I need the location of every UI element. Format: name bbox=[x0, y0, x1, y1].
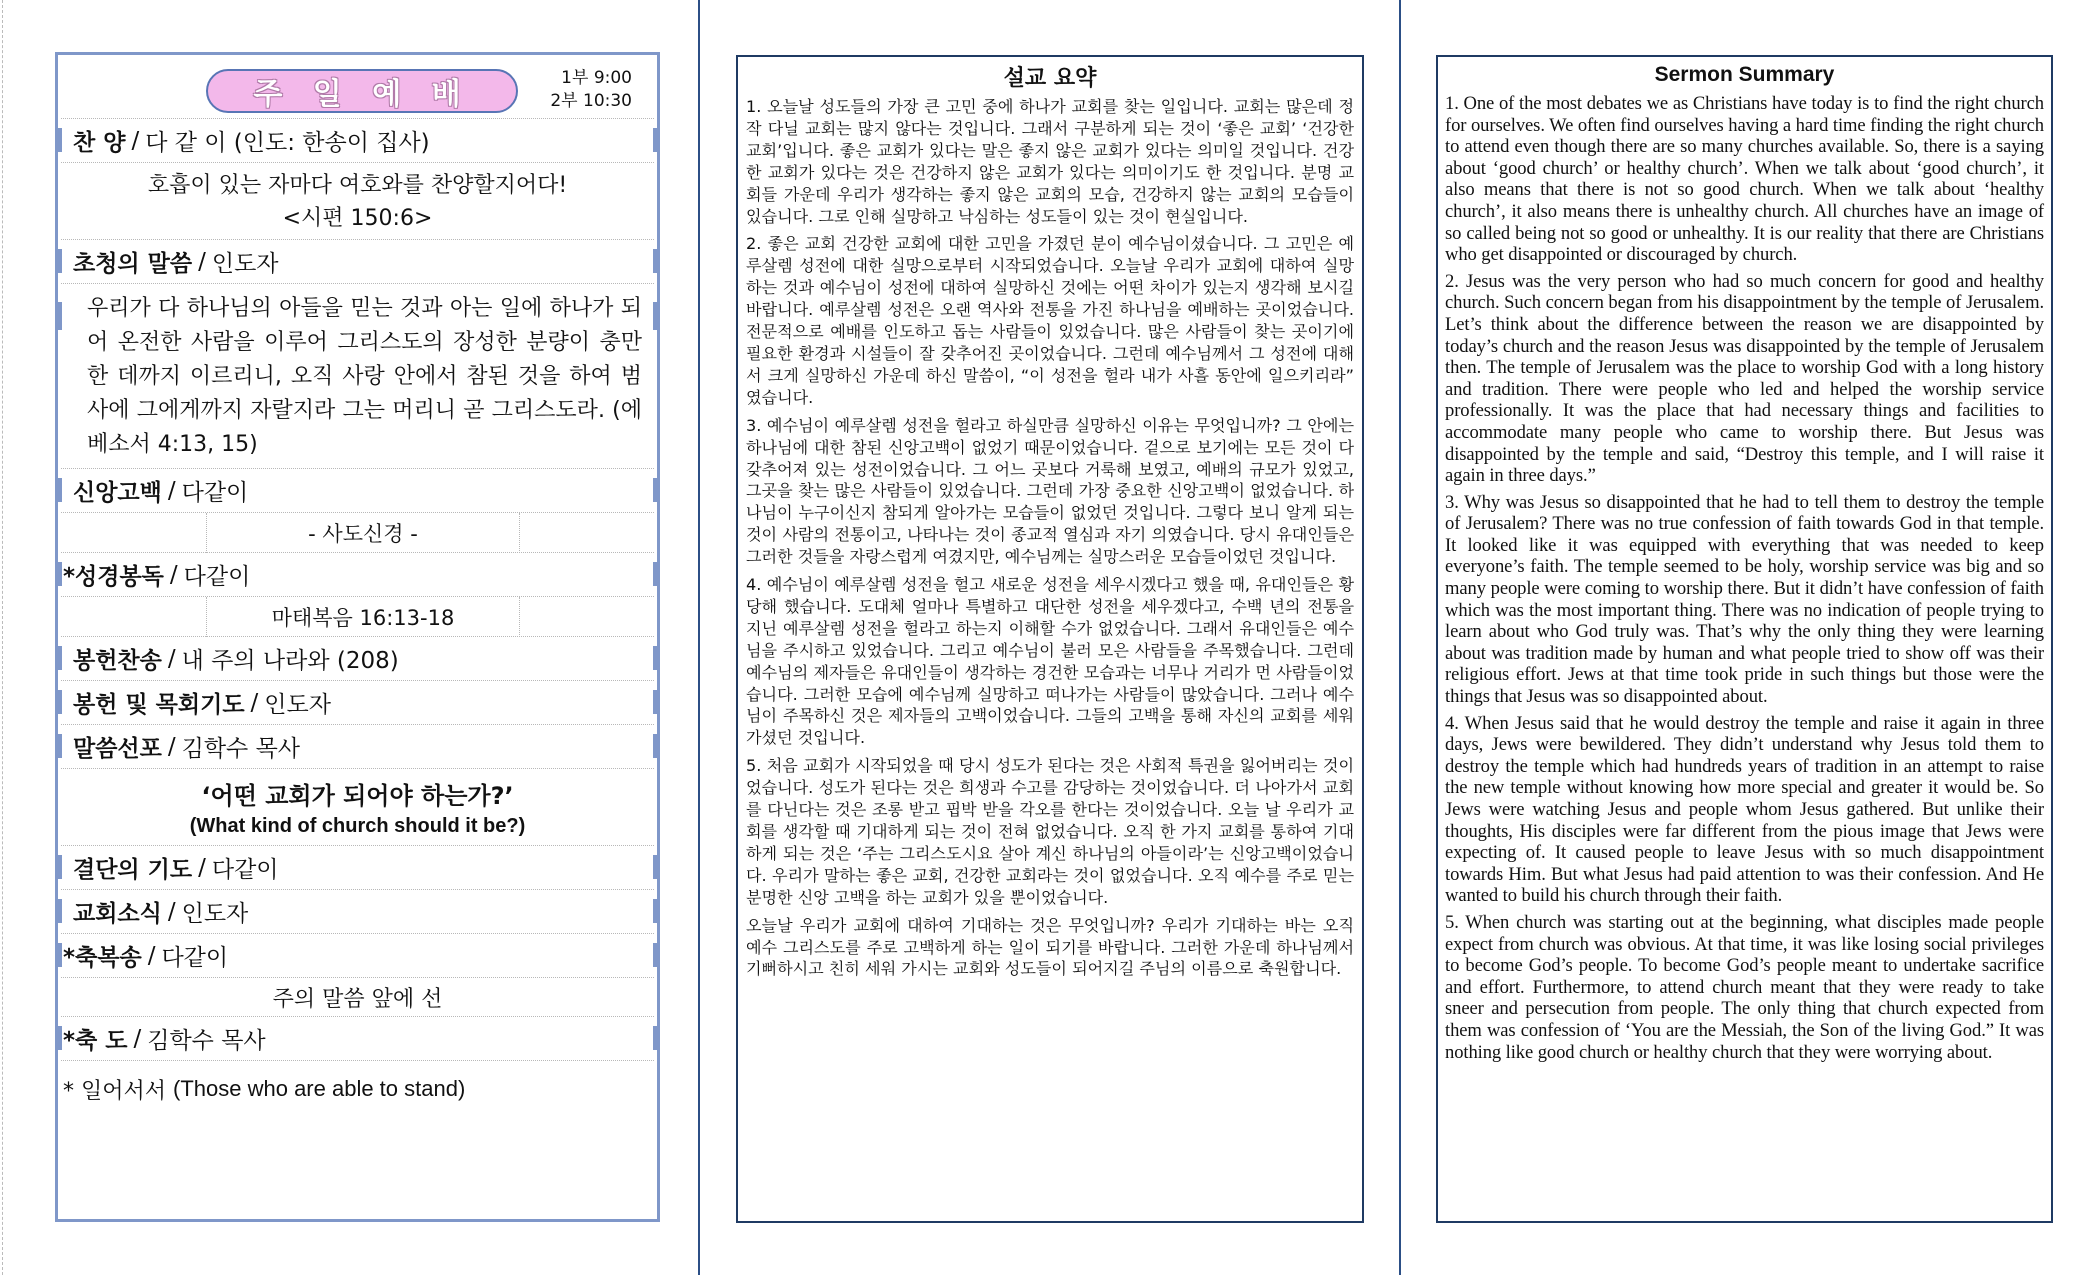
call-verse-ref: <시편 150:6> bbox=[282, 206, 433, 231]
response-prayer-row bbox=[61, 846, 654, 890]
benediction-sep: / bbox=[133, 1025, 142, 1052]
response-prayer-value: 다같이 bbox=[211, 857, 279, 883]
call-verse-text: 호흡이 있는 자마다 여호와를 찬양할지어다! bbox=[147, 173, 568, 198]
sermon-row bbox=[61, 725, 654, 769]
scripture-label: *성경봉독 bbox=[63, 564, 164, 590]
benediction-value: 김학수 목사 bbox=[147, 1028, 266, 1054]
invitation-label: 초청의 말씀 bbox=[73, 251, 193, 277]
stand-note bbox=[61, 1061, 654, 1117]
praise-value: 다 같 이 (인도: 한송이 집사) bbox=[145, 130, 430, 156]
offering-prayer-sep: / bbox=[250, 689, 259, 716]
summary-korean-paragraph: 5. 처음 교회가 시작되었을 때 당시 성도가 된다는 것은 사회적 특권을 잃어버리는 것이었습니다. 성도가 된다는 것은 희생과 수고를 감당하는 것이었습니다. 더 나아가서 교회를 다닌다는 것은 조롱 받고 핍박 받을 각오를 한다는 것이었습니다. 오늘 날 우리가 교회를 생각할 때 기대하게 되는 것이 전혀 없었습니다. 오직 한 가지 교회를 통하여 기대하게 되는 것은 ‘주는 그리스도시요 살아 계신 하나님의 아들이라’는 신앙고백이었습니다. 우리가 말하는 좋은 교회, 건강한 교회라는 것이 없었습니다. 오직 예수를 주로 믿는 분명한 신앙 고백을 하는 교회가 있을 뿐이었습니다. bbox=[746, 756, 1354, 907]
summary-korean-paragraph: 4. 예수님이 예루살렘 성전을 헐고 새로운 성전을 세우시겠다고 했을 때, 유대인들은 황당해 했습니다. 도대체 얼마나 특별하고 대단한 성전을 세우겠다고, 수백 년의 전통을 지닌 예루살렘 성전을 헐라고 하는지 이해할 수가 없었습니다. 그래서 유대인들은 예수님을 주시하고 있었습니다. 그리고 예수님이 불러 모은 사람들을 주목했습니다. 그런데 예수님의 제자들은 유대인들이 생각하는 경건한 모습과는 너무나 거리가 먼 사람들이었습니다. 그러한 모습에 예수님께 실망하고 떠나가는 사람들이 많았습니다. 그러나 예수님이 주목하신 것은 제자들의 고백이었습니다. 그들의 고백을 통해 자신의 교회를 세워가셨던 것입니다. bbox=[746, 575, 1354, 748]
offering-hymn-row bbox=[61, 637, 654, 681]
creed-row bbox=[61, 469, 654, 513]
summary-korean-paragraph: 2. 좋은 교회 건강한 교회에 대한 고민을 가졌던 분이 예수님이셨습니다. 그 고민은 예루살렘 성전에 대한 실망으로부터 시작되었습니다. 오늘날 우리가 교회에 대하여 실망하는 것과 예수님이 성전에 대하여 실망하신 것에는 어떤 차이가 있는지 생각해 보시길 바랍니다. 예루살렘 성전은 오랜 역사와 전통을 가진 하나님을 예배하는 곳이었습니다. 전문적으로 예배를 인도하고 돕는 사람들이 있었습니다. 많은 사람들이 찾는 곳이기에 필요한 환경과 시설들이 잘 갖추어진 곳이었습니다. 그런데 예수님께서 그 성전에 대해서 크게 실망하신 가운데 하신 말씀이, “이 성전을 헐라 내가 사흘 동안에 일으키리라” 였습니다. bbox=[746, 234, 1354, 407]
doxology-sep: / bbox=[147, 942, 156, 969]
summary-english-paragraph: 3. Why was Jesus so disappointed that he had to tell them to destroy the temple of Jerusalem? There was no true confession of faith towards God in that temple. It looked like it was equipped with everything that was needed to keep everyone’s faith. The temple seemed to be holy, worship service was big and so many people were coming to worship there. But it didn’t have confession of faith which was the most important thing. There was no indication of people trying to learn about who God truly was. That’s why the only thing they were learning about was tradition made by human and what people tried to show off was their religious effort. Jews at that time took pride in such things but those were the things that Jesus was so disappointed about. bbox=[1445, 491, 2044, 708]
scripture-value: 다같이 bbox=[183, 564, 251, 590]
summary-korean-paragraph: 1. 오늘날 성도들의 가장 큰 고민 중에 하나가 교회를 찾는 일입니다. 교회는 많은데 정작 다닐 교회는 많지 않다는 것입니다. 그래서 구분하게 되는 것이 ‘좋은 교회’ ‘건강한 교회’입니다. 좋은 교회가 있다는 말은 좋지 않은 교회가 있다는 의미일 것입니다. 건강한 교회가 있다는 것은 건강하지 않은 교회가 있다는 의미이기도 한 것입니다. 분명 교회들 가운데 우리가 생각하는 좋지 않은 교회의 모습, 건강하지 않는 교회의 모습들이 있습니다. 그로 인해 실망하고 낙심하는 성도들이 있는 것이 현실입니다. bbox=[746, 97, 1354, 226]
offering-hymn-value: 내 주의 나라와 (208) bbox=[181, 648, 399, 674]
sermon-title bbox=[61, 769, 654, 846]
sermon-value: 김학수 목사 bbox=[181, 736, 301, 762]
announcements-sep: / bbox=[167, 898, 176, 925]
scripture-ref: 마태복음 16:13-18 bbox=[206, 597, 520, 637]
praise-row bbox=[61, 119, 654, 163]
summary-korean-paragraph: 오늘날 우리가 교회에 대하여 기대하는 것은 무엇입니까? 우리가 기대하는 바는 오직 예수 그리스도를 주로 고백하게 하는 일이 되기를 바랍니다. 그러한 가운데 하나님께서 기뻐하시고 친히 세워 가시는 교회와 성도들이 되어지길 주님의 이름으로 축원합니다. bbox=[746, 915, 1354, 979]
response-prayer-sep: / bbox=[198, 854, 206, 881]
creed-name-row bbox=[61, 513, 654, 553]
worship-header bbox=[61, 59, 654, 119]
stand-note-korean: * 일어서서 bbox=[63, 1078, 167, 1104]
announcements-value: 인도자 bbox=[181, 901, 249, 927]
order-of-worship-panel bbox=[55, 52, 660, 1222]
creed-label: 신앙고백 bbox=[73, 480, 162, 506]
doxology-row bbox=[61, 934, 654, 978]
service-time-1: 1부 9:00 bbox=[561, 68, 632, 88]
sermon-label: 말씀선포 bbox=[73, 736, 162, 762]
sermon-sep: / bbox=[167, 733, 176, 760]
summary-korean-title: 설교 요약 bbox=[1003, 66, 1097, 91]
doxology-label: *축복송 bbox=[63, 945, 142, 971]
call-to-worship-verse bbox=[61, 163, 654, 240]
offering-prayer-row bbox=[61, 681, 654, 725]
creed-sep: / bbox=[167, 477, 176, 504]
praise-label: 찬 양 bbox=[73, 130, 126, 156]
service-time-2: 2부 10:30 bbox=[550, 91, 632, 111]
summary-english-paragraph: 2. Jesus was the very person who had so much concern for good and healthy church. Such concern began from his disappointment by the temple of Jerusalem. Let’s think about the difference between the reason we are disappointed by today’s church and the reason Jesus was disappointed by the temple of Jerusalem then. The temple of Jerusalem was the place to worship God with a long history and tradition. There were people who led and helped the worship service professionally. It was the place that had necessary things and facilities to accommodate many people who came to worship there. But Jesus was disappointed by the temple and said, “Destroy this temple, and I will raise it again in three days.” bbox=[1445, 270, 2044, 487]
sermon-summary-korean bbox=[736, 55, 1364, 1223]
summary-english-title: Sermon Summary bbox=[1654, 63, 1835, 86]
summary-english-paragraph: 4. When Jesus said that he would destroy the temple and raise it again in three days, Jews were bewildered. They didn’t understand why Jesus told them to destroy the temple which had hundreds years of tradition in an attempt to raise the new temple without knowing how more special and greater it would be. So Jews were watching Jesus and people whom Jesus gathered. But unlike their thoughts, His disciples were far different from the pious image that Jews were expecting of. It caused people to leave Jesus with so much disappointment towards Him. But what Jesus had paid attention to was their confession. And He wanted to build his church through their faith. bbox=[1445, 712, 2044, 907]
creed-name: - 사도신경 - bbox=[206, 513, 520, 553]
offering-hymn-sep: / bbox=[167, 645, 176, 672]
invitation-row bbox=[61, 240, 654, 284]
sermon-title-english: (What kind of church should it be?) bbox=[189, 815, 526, 837]
announcements-row bbox=[61, 890, 654, 934]
scripture-ref-row bbox=[61, 597, 654, 637]
before-word-line: 주의 말씀 앞에 선 bbox=[61, 978, 654, 1017]
summary-korean-paragraph: 3. 예수님이 예루살렘 성전을 헐라고 하실만큼 실망하신 이유는 무엇입니까? 그 안에는 하나님에 대한 참된 신앙고백이 없었기 때문이었습니다. 겉으로 보기에는 모든 것이 다 갖추어져 있는 성전이었습니다. 그 어느 곳보다 거룩해 보였고, 예배의 규모가 있었고, 그곳을 찾는 많은 사람들이 있었습니다. 그런데 가장 중요한 신앙고백이 없었습니다. 하나님이 누구이신지 참되게 알아가는 모습들이 없었던 것입니다. 그렇다 보니 알게 되는 것이 사람의 전통이고, 나타나는 것이 종교적 열심과 자기 의였습니다. 당시 유대인들은 그러한 것들을 자랑스럽게 여겼지만, 예수님께는 실망스러운 모습들이었던 것입니다. bbox=[746, 415, 1354, 567]
response-prayer-label: 결단의 기도 bbox=[73, 857, 193, 883]
summary-english-paragraph: 1. One of the most debates we as Christians have today is to find the right church for ourselves. We often find ourselves having a hard time finding the right church to attend even though there are so many churches available. So, there is a saying about ‘good church’ or healthy church’. When we talk about ‘good church’, it also means that there is not so good church. When we talk about ‘healthy church’, it also means there is unhealthy church. All churches have an image of so called being not so good or unhealthy. It is our reality that there are Christians who get disappointed or discouraged by church. bbox=[1445, 93, 2044, 266]
scripture-sep: / bbox=[169, 561, 178, 588]
doxology-value: 다같이 bbox=[161, 945, 229, 971]
fold-line-left bbox=[698, 0, 700, 1275]
invitation-sep: / bbox=[198, 248, 206, 275]
benediction-label: *축 도 bbox=[63, 1028, 128, 1054]
offering-prayer-label: 봉헌 및 목회기도 bbox=[73, 692, 245, 718]
praise-sep: / bbox=[131, 127, 140, 154]
offering-prayer-value: 인도자 bbox=[264, 692, 331, 718]
invitation-value: 인도자 bbox=[211, 251, 279, 277]
creed-value: 다같이 bbox=[181, 480, 249, 506]
announcements-label: 교회소식 bbox=[73, 901, 162, 927]
fold-line-right bbox=[1399, 0, 1401, 1275]
offering-hymn-label: 봉헌찬송 bbox=[73, 648, 162, 674]
worship-title: 주 일 예 배 bbox=[206, 69, 518, 113]
sermon-title-korean: ‘어떤 교회가 되어야 하는가?’ bbox=[201, 782, 514, 810]
service-times bbox=[550, 67, 632, 113]
invitation-scripture: 우리가 다 하나님의 아들을 믿는 것과 아는 일에 하나가 되어 온전한 사람을 이루어 그리스도의 장성한 분량이 충만한 데까지 이르리니, 오직 사랑 안에서 참된 것을 하여 범사에 그에게까지 자랄지라 그는 머리니 곧 그리스도라. (에베소서 4:13, 15) bbox=[61, 284, 654, 469]
summary-english-paragraph: 5. When church was starting out at the beginning, what disciples made people expect from church was obvious. At that time, it was like losing social privileges to become God’s people. To become God’s people meant to undertake sacrifice and effort. Furthermore, to attend church meant that they were ready to take sneer and persecution from people. The only thing that church expected from them was confession of ‘You are the Messiah, the Son of the living God.” It was nothing like good church or healthy church that they were worrying about. bbox=[1445, 911, 2044, 1063]
sermon-summary-english bbox=[1436, 55, 2053, 1223]
benediction-row bbox=[61, 1017, 654, 1061]
page-edge bbox=[2, 0, 3, 1275]
stand-note-english: (Those who are able to stand) bbox=[173, 1076, 466, 1101]
scripture-row bbox=[61, 553, 654, 597]
